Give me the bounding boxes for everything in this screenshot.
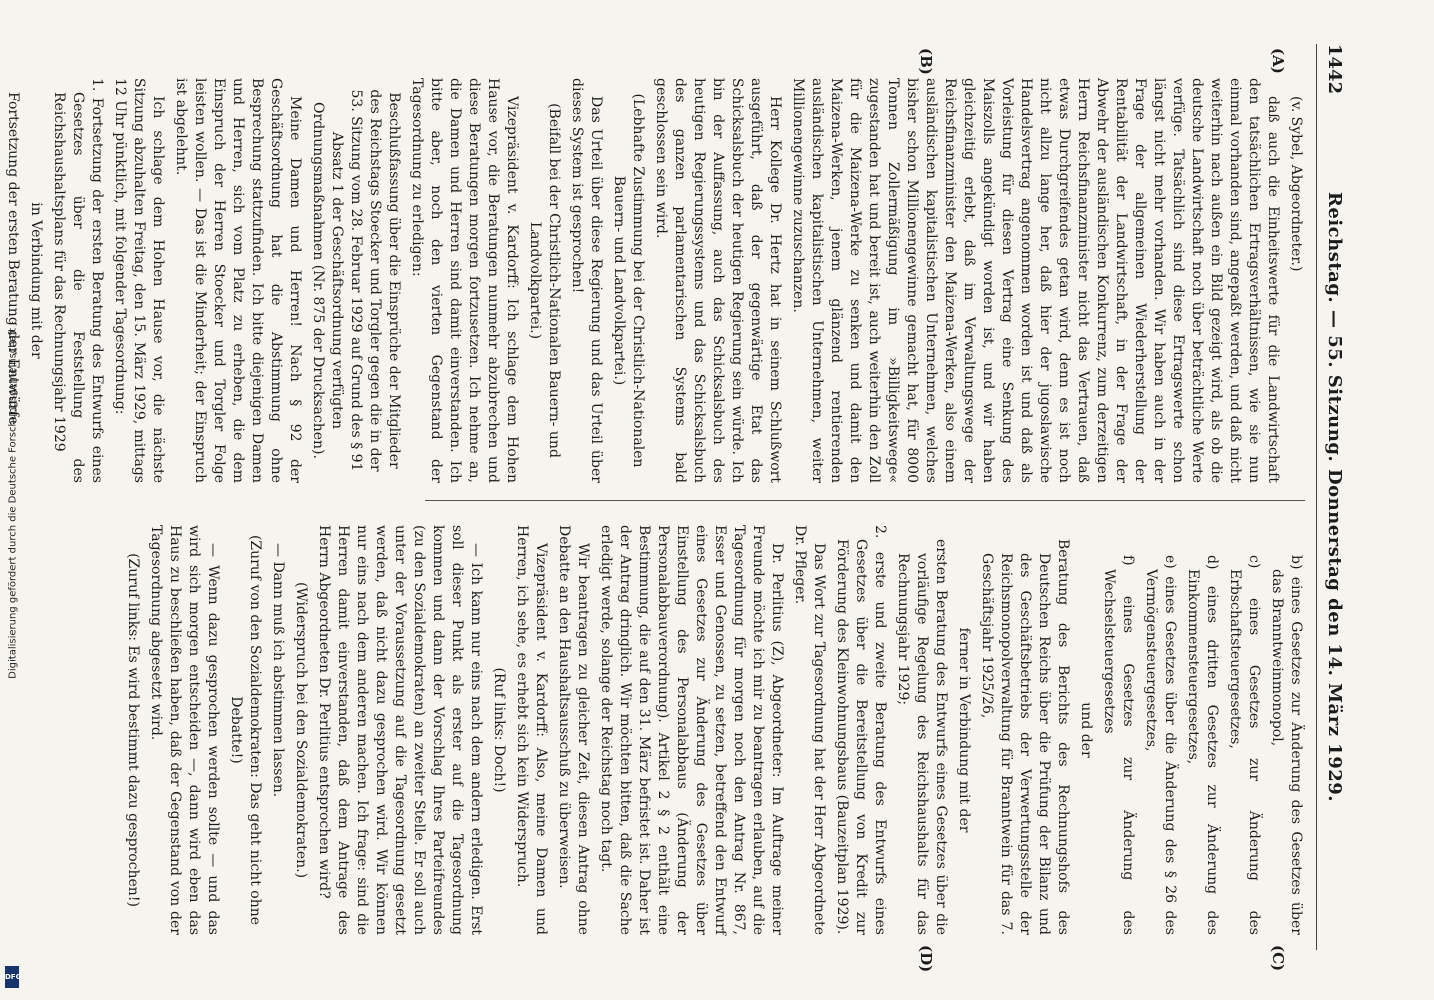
agenda-item: d) eines dritten Gesetzes zur Änderung des Einkommensteuergesetzes, — [1185, 555, 1220, 935]
speaker-paragraph: Dr. Perlitius (Z), Abgeordneter: Im Auftrage meiner Freunde möchte ich mir zu beantragen erlauben, auf die Tagesordnung für morgen noch den Antrag Nr. 867, Esser und Genossen, zu setzen, betreffend den Entwurf eines Gesetzes zur Änderung des Gesetzes über Einstellung des Personalabbaus (Änderung der Personalabbauverordnung). Artikel 2 § 2 enthält eine Bestimmung, die auf den 31. März befristet ist. Daher ist der Antrag dringlich. Wir möchten bitten, daß die Sache erledigt werde, solange der Reichstag noch tagt. — [598, 525, 785, 935]
agenda-item: c) eines Gesetzes zur Änderung des Erbschaftsteuergesetzes, — [1227, 555, 1262, 935]
agenda-item: 1. Fortsetzung der ersten Beratung des Entwurfs eines Gesetzes über die Feststellung des Reichshaushaltsplans für das Rechnungsjahr 1929 — [51, 78, 105, 483]
margin-marker-c: (C) — [1269, 945, 1287, 972]
page-number: 1442 — [1324, 44, 1345, 95]
text-paragraph: — Dann muß ich abstimmen lassen. — [270, 543, 286, 798]
text-paragraph: Das Wort zur Tagesordnung hat der Herr Abgeordnete Dr. Pfleger. — [792, 525, 827, 935]
text-paragraph: Das Urteil über diese Regierung und das Urteil über dieses System ist gesprochen! — [569, 78, 604, 483]
agenda-item: f) eines Gesetzes zur Änderung des Wechselsteuergesetzes — [1101, 555, 1136, 935]
column-divider — [425, 500, 1305, 501]
agenda-item: Fortsetzung der ersten Beratung der Entwürfe — [5, 92, 21, 425]
page-title: Reichstag. — 55. Sitzung. Donnerstag den 14. März 1929. — [1324, 191, 1345, 803]
speaker-paragraph: (v. Sybel, Abgeordneter.) — [1288, 96, 1304, 272]
text-paragraph: — Ich kann nur eins nach dem andern erledigen. Erst soll dieser Punkt als erster auf die Tagesordnung kommen und dann der Vorschlag Ihres Parteifreundes (zu den Sozialdemokraten) an zweiter Stelle. Er soll auch unter der Voraussetzung auf die Tagesordnung gesetzt werden, daß nicht dazu gesprochen wird. Wir können nur eins nach dem anderen machen. Ich frage: sind die Herren damit einverstanden, daß dem Antrage des Herrn Abgeordneten Dr. Perlitius entsprochen wird? — [316, 525, 484, 935]
text-paragraph: daß auch die Einheitswerte für die Landwirtschaft den tatsächlichen Ertragsverhältnissen, wie sie nun einmal vorhanden sind, angepaßt werden, und daß nicht weiterhin nach außen ein Bild gezeigt wird, als ob die deutsche Landwirtschaft noch über beträchtliche Werte verfüge. Tatsächlich sind diese Ertragswerte schon längst nicht mehr vorhanden. Wir haben auch in der Frage der allgemeinen Wiederherstellung der Rentabilität der Landwirtschaft, in der Frage der Abwehr der ausländischen Konkurrenz, zum derzeitigen Herrn Reichsfinanzminister nicht das Vertrauen, daß etwas Durchgreifendes getan wird, denn es ist noch nicht allzu lange her, daß hier der jugoslawische Handelsvertrag angenommen worden ist und daß als Vorleistung für diesen Vertrag eine Senkung des Maiszolls angekündigt worden ist, und wir haben gleichzeitig erlebt, daß im Verwaltungswege der Reichsfinanzminister den Maizena-Werken, also einem ausländischen kapitalistischen Unternehmen, welches bisher schon Millionengewinne gemacht hat, für 8000 Tonnen Zollermäßigung im »Billigkeitswege« zugestanden hat und bereit ist, auch weiterhin den Zoll für die Maizena-Werke zu senken und damit den Maizena-Werken, jenem glänzend rentierenden ausländischen kapitalistischen Unternehmen, weiter Millionengewinne zuzuschanzen. — [790, 78, 1281, 483]
text-paragraph: Herr Kollege Dr. Hertz hat in seinem Schlußwort ausgeführt, daß der gegenwärtige Etat das Schicksalsbuch der heutigen Regierung sein würde. Ich bin der Auffassung, auch das Schicksalsbuch des heutigen Regierungssystems und das Schicksalsbuch des ganzen parlamentarischen Systems bald geschlossen sein wird. — [653, 78, 783, 483]
interjection-line: und der — [1078, 702, 1094, 758]
agenda-item: Beratung des Berichts des Rechnungshofs des Deutschen Reichs über die Prüfung der Bilanz und des Geschäftsbetriebs der Verwertungsstelle der Reichsmonopolverwaltung für Branntwein für das 7. Geschäftsjahr 1925/26, — [979, 539, 1071, 935]
margin-marker-d: (D) — [917, 945, 935, 973]
interjection-line: (Ruf links: Doch!) — [491, 667, 507, 793]
interjection-line: (Beifall bei der Christlich-Nationalen Bauern- und Landvolkpartei.) — [527, 103, 562, 458]
text-paragraph: Wir beantragen zu gleicher Zeit, diesen Antrag ohne Debatte an den Haushaltsausschuß zu überweisen. — [556, 525, 591, 935]
text-paragraph: Meine Damen und Herren! Nach § 92 der Geschäftsordnung hat die Abstimmung ohne Besprechung stattzufinden. Ich bitte diejenigen Damen und Herren, sich vom Platz zu erheben, die dem Einspruch der Herren Stoecker und Torgler Folge leisten wollen. — Das ist die Minderheit; der Einspruch ist abgelehnt. — [173, 78, 303, 483]
interjection-line: Beschlußfassung über die Einsprüche der Mitglieder des Reichstags Stoecker und Torgler gegen die in der 53. Sitzung vom 28. Februar 1929 auf Grund des § 91 Absatz 1 der Geschäftsordnung verfügten Ordnungsmaßnahmen (Nr. 875 der Drucksachen). — [310, 89, 402, 472]
page-header — [1316, 44, 1345, 950]
interjection-line: (Zuruf von den Sozialdemokraten: Das geht nicht ohne Debatte!) — [228, 534, 263, 926]
left-text-column — [0, 78, 1305, 483]
text-paragraph: Ich schlage dem Hohen Hause vor, die nächste Sitzung abzuhalten Freitag, den 15. März 1929, mittags 12 Uhr pünktlich, mit folgender Tagesordnung: — [112, 78, 166, 483]
margin-marker-a: (A) — [1269, 48, 1287, 74]
right-text-column — [119, 525, 1305, 935]
speaker-paragraph: Vizepräsident v. Kardorff: Also, meine Damen und Herren, ich sehe, es erhebt sich kein Widerspruch. — [514, 525, 549, 935]
interjection-line: (Widerspruch bei den Sozialdemokraten.) — [293, 581, 309, 879]
interjection-line: (Lebhafte Zustimmung bei der Christlich-Nationalen Bauern- und Landvolkpartei.) — [611, 93, 646, 468]
agenda-item: e) eines Gesetzes über die Änderung des § 26 des Vermögensteuergesetzes, — [1143, 555, 1178, 935]
interjection-line: ferner in Verbindung mit der — [956, 627, 972, 833]
agenda-item: b) eines Gesetzes zur Änderung des Gesetzes über das Branntweinmonopol, — [1269, 555, 1304, 935]
interjection-line: in Verbindung mit der — [28, 202, 44, 359]
agenda-item: ersten Beratung des Entwurfs eines Gesetzes über die vorläufige Regelung des Reichshaushalts für das Rechnungsjahr 1929; — [895, 539, 949, 935]
footer-strip — [2, 10, 24, 990]
text-paragraph: — Wenn dazu gesprochen werden sollte — und das wird sich morgen entscheiden —, dann wird eben das Haus zu beschließen haben, daß der Gegenstand von der Tagesordnung abgesetzt wird. — [148, 525, 221, 935]
digitization-credit: Digitalisierung gefördert durch die Deutsche Forschungsgemeinschaft - — [7, 321, 19, 679]
speaker-paragraph: Vizepräsident v. Kardorff: Ich schlage dem Hohen Hause vor, die Beratungen nunmehr abzubrechen und diese Beratungen morgen fortzusetzen. Ich nehme an, die Damen und Herren sind damit einverstanden. Ich bitte aber, noch den vierten Gegenstand der Tagesordnung zu erledigen: — [409, 78, 520, 483]
interjection-line: (Zuruf links: Es wird bestimmt dazu gesprochen!) — [125, 553, 141, 907]
dfg-logo: DFG — [5, 966, 19, 988]
margin-marker-b: (B) — [917, 48, 935, 75]
agenda-item: 2. erste und zweite Beratung des Entwurfs eines Gesetzes über die Bereitstellung von Kredit zur Förderung des Kleinwohnungsbaus (Bauzeitplan 1929). — [834, 525, 888, 935]
